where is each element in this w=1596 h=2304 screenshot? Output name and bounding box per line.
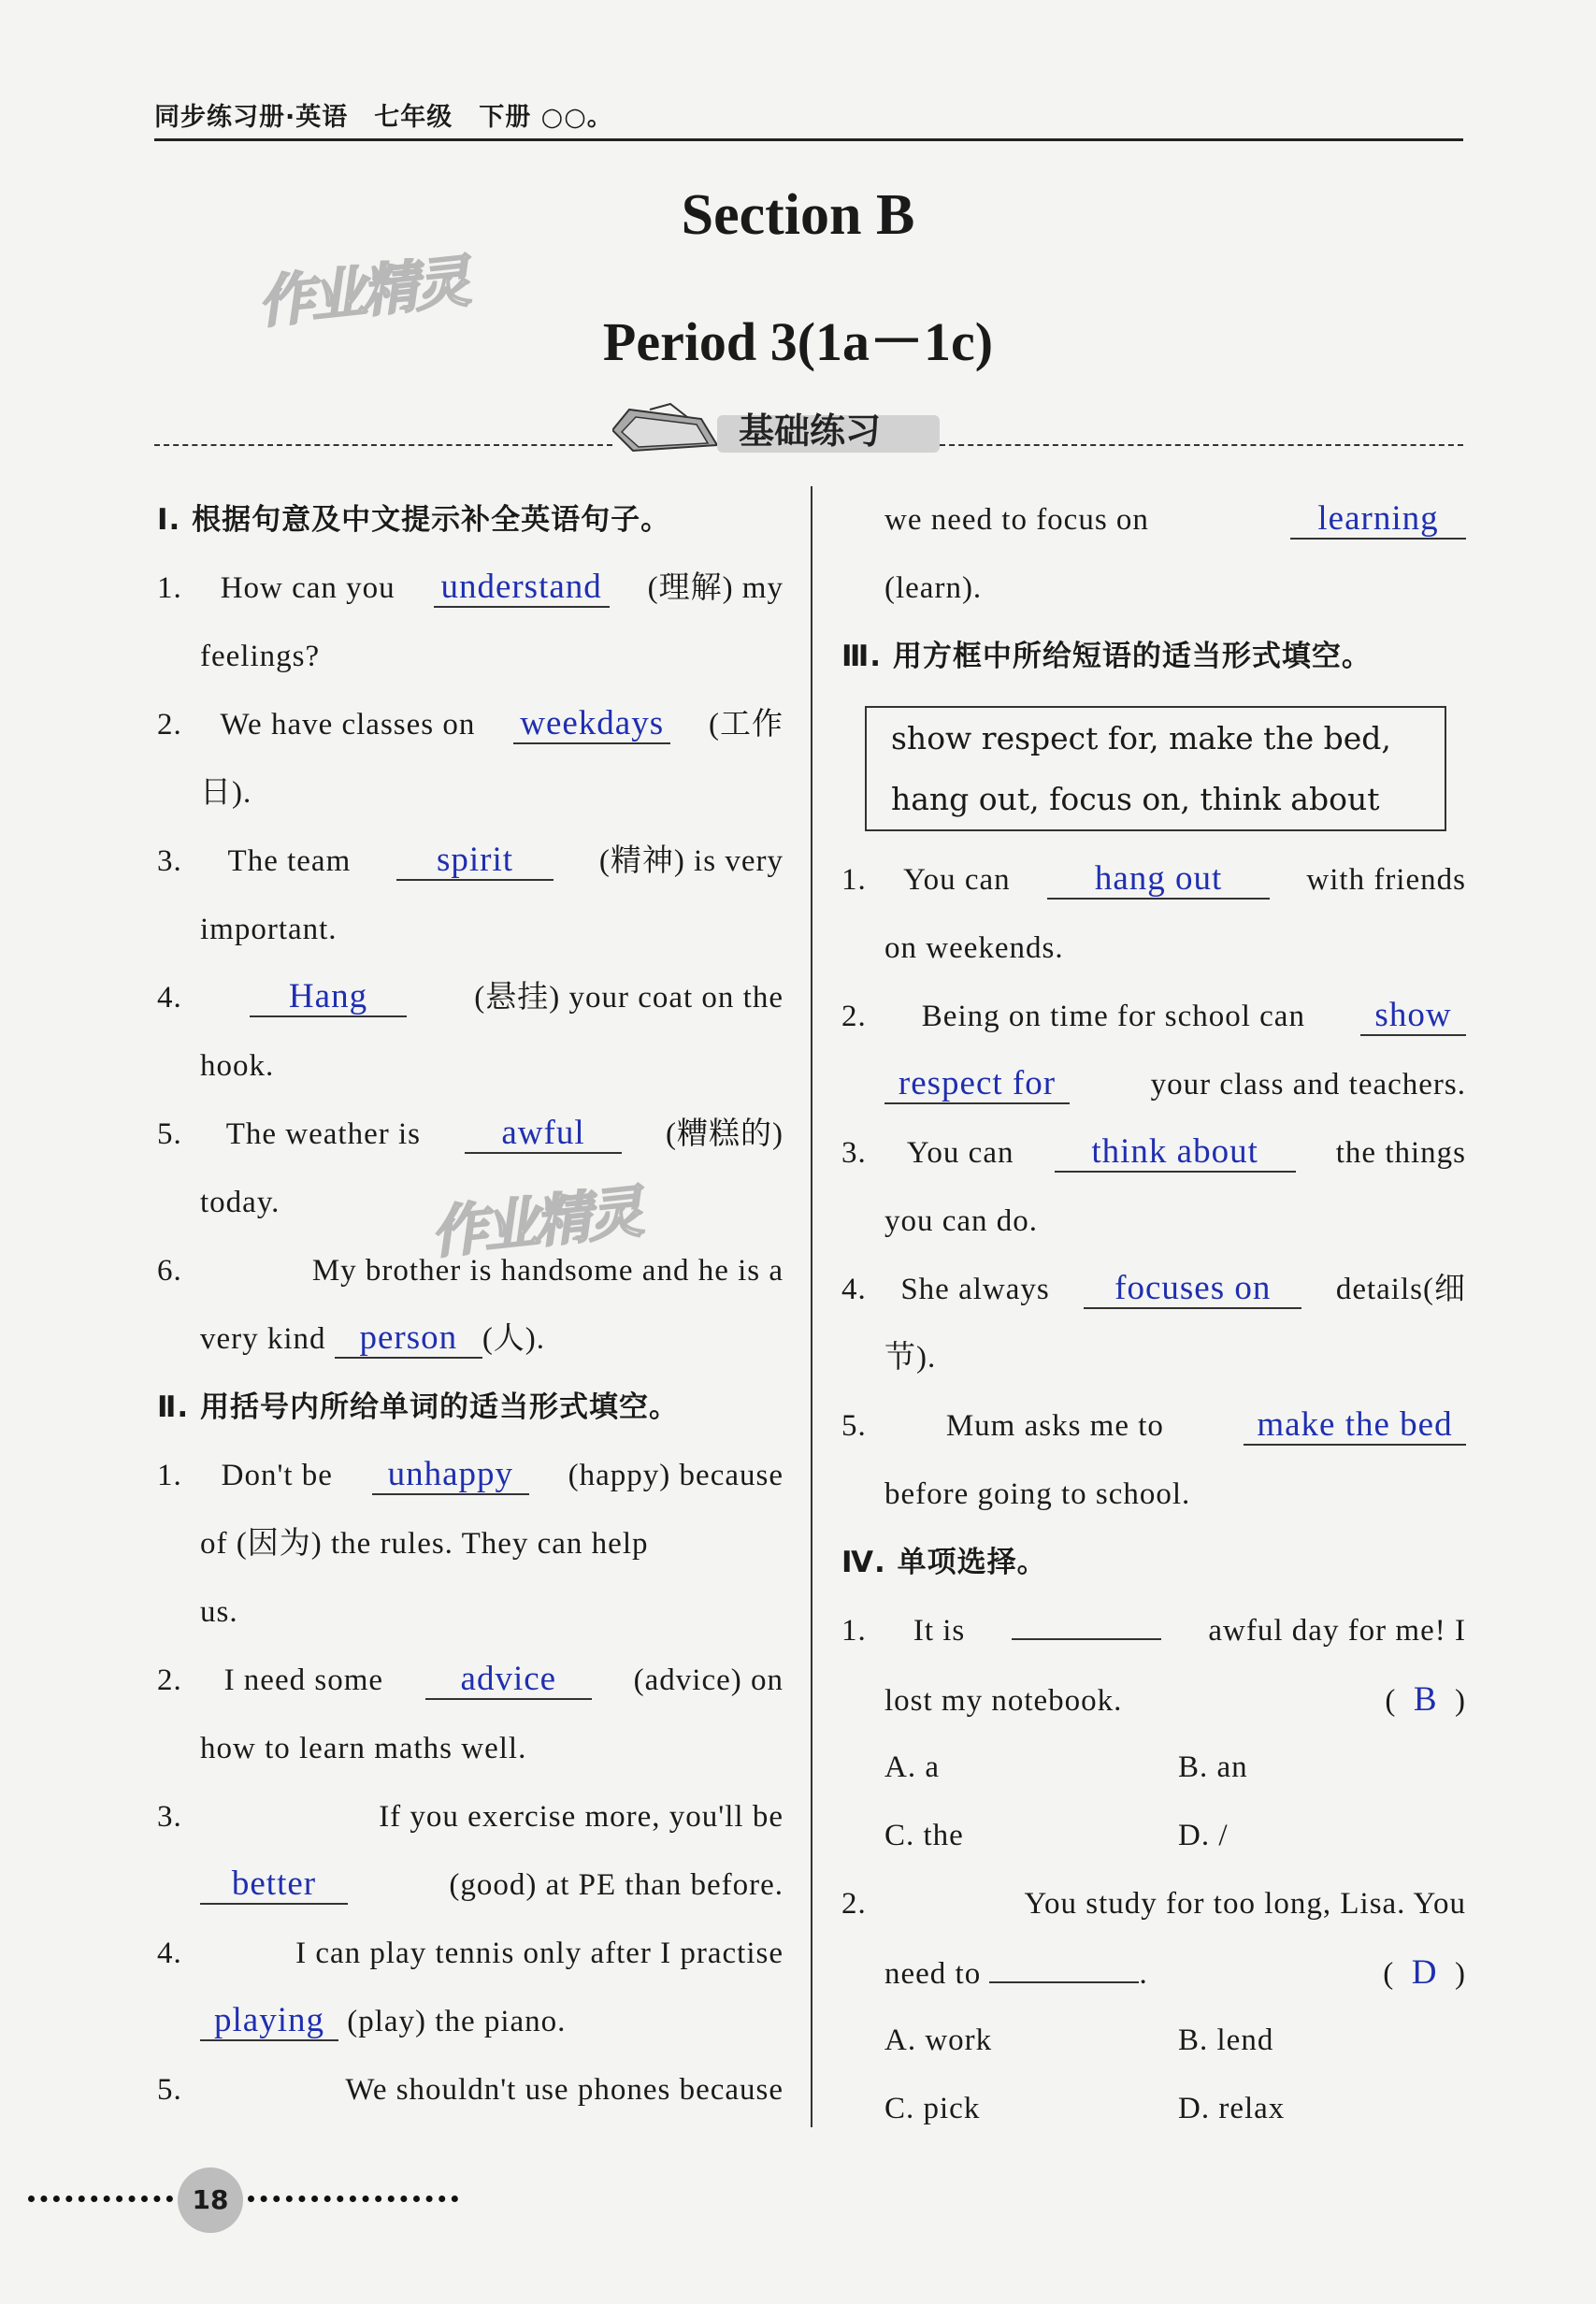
question-text: your class and teachers.	[1150, 1068, 1466, 1102]
question-text: important.	[200, 913, 338, 946]
question-text: very kind	[200, 1322, 326, 1356]
choice-answer: B	[1413, 1680, 1438, 1719]
choice-answer: D	[1411, 1953, 1438, 1992]
question-text: (learn).	[884, 571, 983, 605]
question-text: (人).	[482, 1322, 546, 1356]
answer-blank[interactable]: think about	[1055, 1133, 1296, 1173]
options-row	[841, 2007, 1466, 2075]
answer-blank[interactable]: unhappy	[372, 1456, 529, 1495]
question-text: (工作	[708, 708, 784, 742]
answer-parentheses[interactable]: ( B )	[1385, 1680, 1466, 1719]
phrase-box	[865, 706, 1446, 831]
question-line	[157, 1783, 784, 1851]
question-number: 1.	[157, 1459, 182, 1492]
question-text: You study for too long, Lisa. You	[1024, 1887, 1466, 1921]
question-line	[841, 1392, 1466, 1461]
question-text: how to learn maths well.	[200, 1732, 527, 1765]
question-number: 4.	[157, 981, 182, 1015]
answer-blank[interactable]: Hang	[250, 978, 407, 1017]
section-3-heading: Ⅲ. 用方框中所给短语的适当形式填空。	[841, 640, 1372, 673]
question-text: of (因为) the rules. They can help	[200, 1527, 649, 1561]
question-text: with friends	[1306, 863, 1466, 897]
question-line	[157, 1305, 784, 1374]
question-text: you can do.	[884, 1204, 1039, 1238]
question-text: .	[1139, 1957, 1148, 1991]
question-text: (糟糕的)	[666, 1117, 784, 1151]
question-text: need to	[884, 1957, 982, 1991]
options-row	[841, 1802, 1466, 1870]
question-text: If you exercise more, you'll be	[379, 1800, 784, 1834]
question-line	[157, 1442, 784, 1510]
question-line	[841, 1870, 1466, 1938]
option-c[interactable]: C. the	[884, 1819, 964, 1852]
question-text: It is	[913, 1614, 966, 1648]
question-text: (精神) is very	[598, 844, 784, 878]
question-line	[841, 846, 1466, 914]
question-number: 3.	[157, 844, 182, 878]
question-number: 2.	[157, 708, 182, 742]
question-text: (悬挂) your coat on the	[474, 981, 784, 1015]
question-text: us.	[200, 1595, 238, 1629]
question-line	[841, 983, 1466, 1051]
question-line	[157, 1101, 784, 1169]
answer-blank[interactable]	[989, 1950, 1139, 1983]
section-4-heading: Ⅳ. 单项选择。	[841, 1546, 1047, 1579]
question-text: You can	[906, 1136, 1014, 1170]
section-title: Section B	[681, 183, 915, 247]
question-line	[157, 1237, 784, 1305]
question-text: Being on time for school can	[921, 1000, 1305, 1033]
question-line	[841, 1938, 1466, 2007]
question-text: before going to school.	[884, 1477, 1191, 1511]
question-text: (advice) on	[633, 1663, 784, 1697]
question-line	[841, 1051, 1466, 1119]
question-line	[841, 1597, 1466, 1665]
question-number: 3.	[157, 1800, 182, 1834]
question-line	[841, 1256, 1466, 1324]
question-line	[841, 486, 1466, 554]
question-number: 5.	[157, 2073, 182, 2107]
answer-blank[interactable]: playing	[200, 2002, 338, 2041]
question-number: 3.	[841, 1136, 867, 1170]
question-text: Don't be	[221, 1459, 333, 1492]
footer-dots	[248, 2196, 458, 2202]
answer-blank[interactable]: focuses on	[1084, 1270, 1301, 1309]
question-number: 4.	[157, 1937, 182, 1970]
question-text: today.	[200, 1186, 280, 1219]
question-line	[157, 1647, 784, 1715]
question-text: 节).	[884, 1341, 937, 1375]
question-line	[841, 1119, 1466, 1188]
answer-blank[interactable]: awful	[465, 1115, 622, 1154]
question-number: 2.	[841, 1000, 867, 1033]
question-number: 2.	[841, 1887, 867, 1921]
answer-blank[interactable]: learning	[1290, 500, 1466, 540]
answer-blank[interactable]: make the bed	[1244, 1406, 1466, 1446]
question-number: 5.	[841, 1409, 867, 1443]
question-line	[157, 554, 784, 623]
question-text: the things	[1335, 1136, 1466, 1170]
option-c[interactable]: C. pick	[884, 2092, 981, 2125]
answer-parentheses[interactable]: ( D )	[1383, 1953, 1466, 1992]
question-number: 5.	[157, 1117, 182, 1151]
section-1-heading: Ⅰ. 根据句意及中文提示补全英语句子。	[157, 503, 671, 537]
section-banner-label: 基础练习	[739, 410, 882, 452]
question-text: You can	[903, 863, 1011, 897]
question-text: we need to focus on	[884, 503, 1149, 537]
question-number: 1.	[841, 1614, 867, 1648]
page-number: 18	[178, 2167, 243, 2233]
question-number: 1.	[841, 863, 867, 897]
question-text: (happy) because	[568, 1459, 784, 1492]
dashed-rule	[940, 444, 1463, 446]
question-text: Mum asks me to	[945, 1409, 1164, 1443]
answer-blank[interactable]: understand	[434, 569, 610, 608]
option-a[interactable]: A. a	[884, 1750, 940, 1784]
question-number: 4.	[841, 1273, 867, 1306]
left-column	[157, 486, 784, 2124]
question-text: feelings?	[200, 640, 321, 673]
question-line	[157, 964, 784, 1032]
answer-blank[interactable]: respect for	[884, 1065, 1070, 1104]
question-number: 1.	[157, 571, 182, 605]
question-text: (good) at PE than before.	[449, 1868, 784, 1902]
running-header: 同步练习册·英语 七年级 下册 ○○。	[154, 103, 613, 132]
question-text: details(细	[1335, 1273, 1466, 1306]
question-text: My brother is handsome and he is a	[311, 1254, 784, 1288]
question-text: The team	[227, 844, 352, 878]
option-d[interactable]: D. /	[1178, 1819, 1229, 1852]
answer-blank[interactable]: person	[335, 1319, 482, 1359]
question-text: I need some	[223, 1663, 384, 1697]
question-text: How can you	[220, 571, 395, 605]
option-b[interactable]: B. lend	[1178, 2023, 1274, 2057]
question-text: lost my notebook.	[884, 1684, 1123, 1718]
question-text: I can play tennis only after I practise	[295, 1937, 784, 1970]
question-line	[157, 828, 784, 896]
phrase-box-line: show respect for, make the bed,	[891, 720, 1391, 756]
watermark-logo: 作业精灵	[254, 249, 470, 337]
options-row	[841, 1734, 1466, 1802]
options-row	[841, 2075, 1466, 2143]
question-text: (play) the piano.	[347, 2005, 567, 2038]
answer-blank[interactable]: weekdays	[513, 705, 670, 744]
question-text: on weekends.	[884, 931, 1064, 965]
answer-blank[interactable]: better	[200, 1865, 348, 1905]
question-text: She always	[900, 1273, 1050, 1306]
question-text: We shouldn't use phones because	[345, 2073, 784, 2107]
watermark-logo: 作业精灵	[427, 1179, 643, 1267]
dashed-rule	[154, 444, 612, 446]
question-text: The weather is	[225, 1117, 421, 1151]
question-number: 2.	[157, 1663, 182, 1697]
phrase-box-line: hang out, focus on, think about	[891, 781, 1380, 817]
footer-dots	[28, 2196, 173, 2202]
answer-blank[interactable]: show	[1360, 997, 1466, 1036]
question-line	[157, 1920, 784, 1988]
question-text: 日).	[200, 776, 252, 810]
section-2-heading: Ⅱ. 用括号内所给单词的适当形式填空。	[157, 1390, 679, 1424]
answer-blank[interactable]: advice	[425, 1661, 592, 1700]
question-line	[157, 1988, 784, 2056]
question-line	[157, 691, 784, 759]
answer-blank[interactable]	[1012, 1606, 1161, 1640]
option-a[interactable]: A. work	[884, 2023, 993, 2057]
question-number: 6.	[157, 1254, 182, 1288]
question-line	[841, 1665, 1466, 1734]
option-d[interactable]: D. relax	[1178, 2092, 1286, 2125]
question-line	[157, 1851, 784, 1920]
right-column-lower	[841, 846, 1466, 2143]
header-rule	[154, 138, 1463, 141]
answer-blank[interactable]: hang out	[1047, 860, 1270, 900]
period-title: Period 3(1a－1c)	[602, 311, 994, 372]
answer-blank[interactable]: spirit	[396, 842, 554, 881]
column-divider	[811, 486, 812, 2127]
question-text: hook.	[200, 1049, 275, 1083]
question-line	[157, 2056, 784, 2124]
option-b[interactable]: B. an	[1178, 1750, 1248, 1784]
question-text: awful day for me! I	[1208, 1614, 1466, 1648]
question-text: (理解) my	[647, 571, 784, 605]
right-column	[841, 486, 1466, 691]
question-text: We have classes on	[220, 708, 476, 742]
